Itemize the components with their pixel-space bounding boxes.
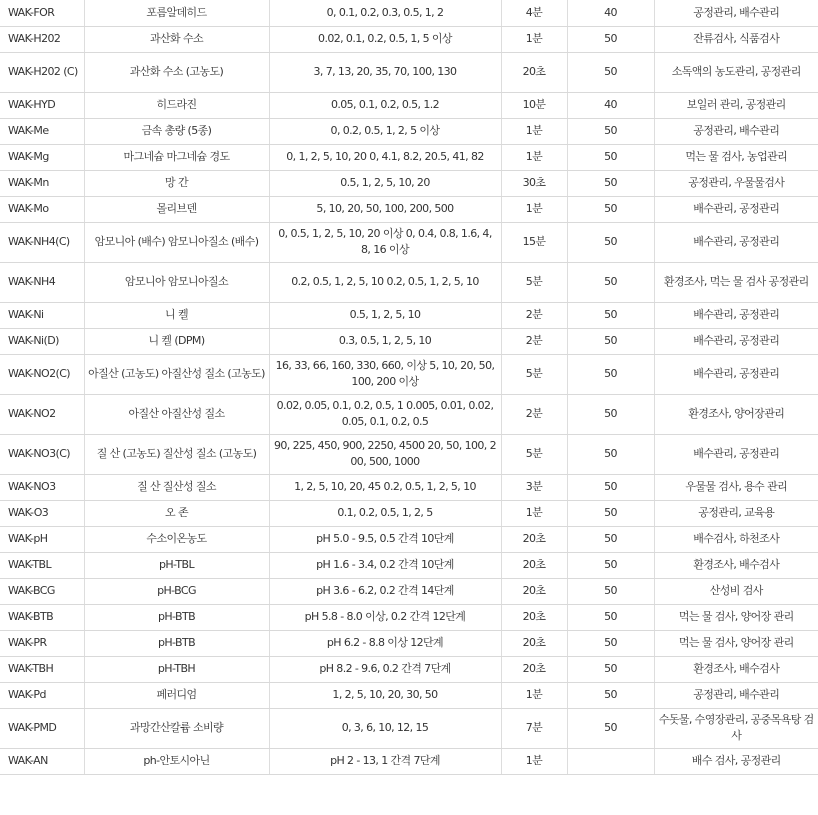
cell-measure-time: 2분 [501,394,567,434]
cell-test-count: 50 [567,52,654,92]
cell-application: 잔류검사, 식품검사 [654,26,818,52]
cell-application: 배수관리, 공정관리 [654,354,818,394]
table-row [0,222,818,262]
cell-measure-range: 0, 0.1, 0.2, 0.3, 0.5, 1, 2 [269,0,501,26]
cell-measure-time: 1분 [501,118,567,144]
cell-application: 우물물 검사, 용수 관리 [654,474,818,500]
table-row [0,0,818,26]
cell-measure-range: 1, 2, 5, 10, 20, 30, 50 [269,682,501,708]
cell-item-code: WAK-H202 [0,26,84,52]
cell-application: 배수관리, 공정관리 [654,328,818,354]
cell-application: 공정관리, 배수관리 [654,0,818,26]
cell-item-name: pH-TBL [84,552,269,578]
cell-item-code: WAK-Mg [0,144,84,170]
table-row [0,526,818,552]
cell-measure-range: 0, 3, 6, 10, 12, 15 [269,708,501,748]
cell-measure-time: 1분 [501,682,567,708]
table-row [0,394,818,434]
table-row [0,354,818,394]
cell-application: 환경조사, 양어장관리 [654,394,818,434]
cell-measure-time: 20초 [501,552,567,578]
cell-item-name: pH-BCG [84,578,269,604]
cell-application: 산성비 검사 [654,578,818,604]
table-row [0,474,818,500]
cell-measure-range: 0.5, 1, 2, 5, 10 [269,302,501,328]
table-row [0,144,818,170]
cell-item-name: 히드라진 [84,92,269,118]
cell-item-code: WAK-O3 [0,500,84,526]
cell-application: 공정관리, 교육용 [654,500,818,526]
cell-item-code: WAK-FOR [0,0,84,26]
table-row [0,52,818,92]
cell-test-count: 50 [567,196,654,222]
cell-application: 소독액의 농도관리, 공정관리 [654,52,818,92]
table-row [0,500,818,526]
cell-item-name: 포름알데히드 [84,0,269,26]
cell-application: 배수관리, 공정관리 [654,434,818,474]
cell-test-count: 50 [567,262,654,302]
table-row [0,748,818,774]
cell-measure-time: 5분 [501,434,567,474]
cell-test-count: 50 [567,474,654,500]
cell-measure-time: 20초 [501,656,567,682]
cell-item-name: 아질산 아질산성 질소 [84,394,269,434]
cell-measure-range: pH 6.2 - 8.8 이상 12단계 [269,630,501,656]
cell-measure-range: 0, 0.5, 1, 2, 5, 10, 20 이상 0, 0.4, 0.8, 1.6, 4, 8, 16 이상 [269,222,501,262]
cell-application: 환경조사, 배수검사 [654,552,818,578]
cell-test-count: 50 [567,630,654,656]
cell-measure-time: 30초 [501,170,567,196]
cell-measure-range: 0.3, 0.5, 1, 2, 5, 10 [269,328,501,354]
table-row [0,552,818,578]
cell-measure-range: 0.02, 0.1, 0.2, 0.5, 1, 5 이상 [269,26,501,52]
cell-measure-time: 20초 [501,630,567,656]
cell-item-code: WAK-NO3(C) [0,434,84,474]
cell-measure-range: pH 5.8 - 8.0 이상, 0.2 간격 12단계 [269,604,501,630]
cell-measure-time: 20초 [501,604,567,630]
cell-measure-range: pH 2 - 13, 1 간격 7단계 [269,748,501,774]
cell-test-count: 50 [567,682,654,708]
cell-measure-time: 1분 [501,748,567,774]
cell-item-name: 암모니아 (배수) 암모니아질소 (배수) [84,222,269,262]
cell-item-code: WAK-Mo [0,196,84,222]
cell-measure-range: pH 8.2 - 9.6, 0.2 간격 7단계 [269,656,501,682]
cell-item-name: 암모니아 암모니아질소 [84,262,269,302]
cell-measure-range: 5, 10, 20, 50, 100, 200, 500 [269,196,501,222]
cell-item-code: WAK-NO2(C) [0,354,84,394]
cell-measure-range: 0, 1, 2, 5, 10, 20 0, 4.1, 8.2, 20.5, 41, 82 [269,144,501,170]
cell-application: 환경조사, 배수검사 [654,656,818,682]
cell-item-code: WAK-NH4(C) [0,222,84,262]
cell-item-code: WAK-pH [0,526,84,552]
table-row [0,682,818,708]
cell-application: 수돗물, 수영장관리, 공중목욕탕 검사 [654,708,818,748]
table-row [0,262,818,302]
cell-item-code: WAK-TBH [0,656,84,682]
cell-item-code: WAK-HYD [0,92,84,118]
table-row [0,578,818,604]
cell-measure-time: 7분 [501,708,567,748]
table-row [0,92,818,118]
cell-application: 배수검사, 하천조사 [654,526,818,552]
cell-test-count: 50 [567,656,654,682]
cell-test-count: 50 [567,526,654,552]
cell-item-code: WAK-PMD [0,708,84,748]
cell-measure-time: 15분 [501,222,567,262]
cell-item-name: 질 산 (고농도) 질산성 질소 (고농도) [84,434,269,474]
cell-item-code: WAK-Pd [0,682,84,708]
cell-measure-time: 2분 [501,328,567,354]
cell-item-name: 니 켈 (DPM) [84,328,269,354]
table-row [0,26,818,52]
cell-measure-range: pH 1.6 - 3.4, 0.2 간격 10단계 [269,552,501,578]
cell-item-code: WAK-BTB [0,604,84,630]
cell-item-code: WAK-TBL [0,552,84,578]
cell-application: 배수관리, 공정관리 [654,302,818,328]
cell-item-code: WAK-NO2 [0,394,84,434]
cell-measure-time: 5분 [501,354,567,394]
cell-test-count: 50 [567,118,654,144]
cell-measure-time: 1분 [501,144,567,170]
table-row [0,434,818,474]
cell-item-code: WAK-NH4 [0,262,84,302]
cell-item-code: WAK-BCG [0,578,84,604]
table-row [0,328,818,354]
cell-measure-range: pH 5.0 - 9.5, 0.5 간격 10단계 [269,526,501,552]
cell-item-code: WAK-Ni(D) [0,328,84,354]
cell-test-count: 40 [567,0,654,26]
cell-measure-time: 20초 [501,578,567,604]
cell-measure-range: 0.1, 0.2, 0.5, 1, 2, 5 [269,500,501,526]
cell-test-count: 50 [567,500,654,526]
cell-application: 먹는 물 검사, 양어장 관리 [654,604,818,630]
cell-test-count: 50 [567,26,654,52]
cell-item-name: 망 간 [84,170,269,196]
cell-measure-time: 1분 [501,196,567,222]
cell-item-name: 수소이온농도 [84,526,269,552]
cell-item-code: WAK-PR [0,630,84,656]
cell-item-name: 오 존 [84,500,269,526]
cell-test-count: 50 [567,170,654,196]
cell-test-count: 50 [567,394,654,434]
cell-test-count: 50 [567,708,654,748]
cell-application: 배수관리, 공정관리 [654,222,818,262]
table-row [0,170,818,196]
cell-measure-range: 0.05, 0.1, 0.2, 0.5, 1.2 [269,92,501,118]
cell-application: 배수관리, 공정관리 [654,196,818,222]
cell-application: 환경조사, 먹는 물 검사 공정관리 [654,262,818,302]
cell-measure-range: pH 3.6 - 6.2, 0.2 간격 14단계 [269,578,501,604]
cell-test-count [567,748,654,774]
cell-item-name: pH-BTB [84,630,269,656]
cell-test-count: 50 [567,552,654,578]
cell-test-count: 50 [567,604,654,630]
cell-item-code: WAK-H202 (C) [0,52,84,92]
cell-item-name: 과산화 수소 (고농도) [84,52,269,92]
cell-item-name: 금속 총량 (5종) [84,118,269,144]
cell-measure-time: 2분 [501,302,567,328]
table-row [0,630,818,656]
cell-item-name: 몰리브덴 [84,196,269,222]
cell-application: 배수 검사, 공정관리 [654,748,818,774]
cell-measure-time: 20초 [501,52,567,92]
cell-item-name: 질 산 질산성 질소 [84,474,269,500]
cell-item-name: 니 켈 [84,302,269,328]
table-row [0,708,818,748]
cell-item-name: pH-BTB [84,604,269,630]
table-row [0,196,818,222]
table-row [0,118,818,144]
cell-test-count: 50 [567,144,654,170]
cell-item-name: ph-안토시아닌 [84,748,269,774]
cell-application: 공정관리, 배수관리 [654,682,818,708]
cell-measure-time: 10분 [501,92,567,118]
cell-test-count: 50 [567,222,654,262]
cell-test-count: 40 [567,92,654,118]
cell-measure-range: 16, 33, 66, 160, 330, 660, 이상 5, 10, 20, 50, 100, 200 이상 [269,354,501,394]
cell-test-count: 50 [567,302,654,328]
cell-measure-time: 20초 [501,526,567,552]
cell-application: 먹는 물 검사, 양어장 관리 [654,630,818,656]
cell-test-count: 50 [567,578,654,604]
cell-item-name: 아질산 (고농도) 아질산성 질소 (고농도) [84,354,269,394]
cell-item-name: 페러디엄 [84,682,269,708]
cell-measure-range: 0.2, 0.5, 1, 2, 5, 10 0.2, 0.5, 1, 2, 5, 10 [269,262,501,302]
cell-test-count: 50 [567,354,654,394]
cell-measure-range: 0.02, 0.05, 0.1, 0.2, 0.5, 1 0.005, 0.01, 0.02, 0.05, 0.1, 0.2, 0.5 [269,394,501,434]
cell-application: 공정관리, 배수관리 [654,118,818,144]
cell-measure-time: 1분 [501,26,567,52]
cell-item-code: WAK-Mn [0,170,84,196]
cell-application: 공정관리, 우물물검사 [654,170,818,196]
cell-measure-range: 0, 0.2, 0.5, 1, 2, 5 이상 [269,118,501,144]
cell-measure-time: 1분 [501,500,567,526]
cell-measure-range: 0.5, 1, 2, 5, 10, 20 [269,170,501,196]
table-row [0,656,818,682]
cell-item-code: WAK-AN [0,748,84,774]
cell-item-name: 과산화 수소 [84,26,269,52]
cell-item-name: pH-TBH [84,656,269,682]
cell-test-count: 50 [567,328,654,354]
table-row [0,302,818,328]
cell-measure-range: 3, 7, 13, 20, 35, 70, 100, 130 [269,52,501,92]
cell-item-code: WAK-Ni [0,302,84,328]
cell-measure-time: 5분 [501,262,567,302]
cell-measure-time: 3분 [501,474,567,500]
cell-test-count: 50 [567,434,654,474]
cell-item-name: 과망간산칼륨 소비량 [84,708,269,748]
cell-application: 먹는 물 검사, 농업관리 [654,144,818,170]
cell-measure-range: 90, 225, 450, 900, 2250, 4500 20, 50, 100, 200, 500, 1000 [269,434,501,474]
cell-item-code: WAK-NO3 [0,474,84,500]
cell-measure-range: 1, 2, 5, 10, 20, 45 0.2, 0.5, 1, 2, 5, 10 [269,474,501,500]
cell-item-code: WAK-Me [0,118,84,144]
table-row [0,604,818,630]
cell-application: 보일러 관리, 공정관리 [654,92,818,118]
cell-measure-time: 4분 [501,0,567,26]
cell-item-name: 마그네슘 마그네슘 경도 [84,144,269,170]
